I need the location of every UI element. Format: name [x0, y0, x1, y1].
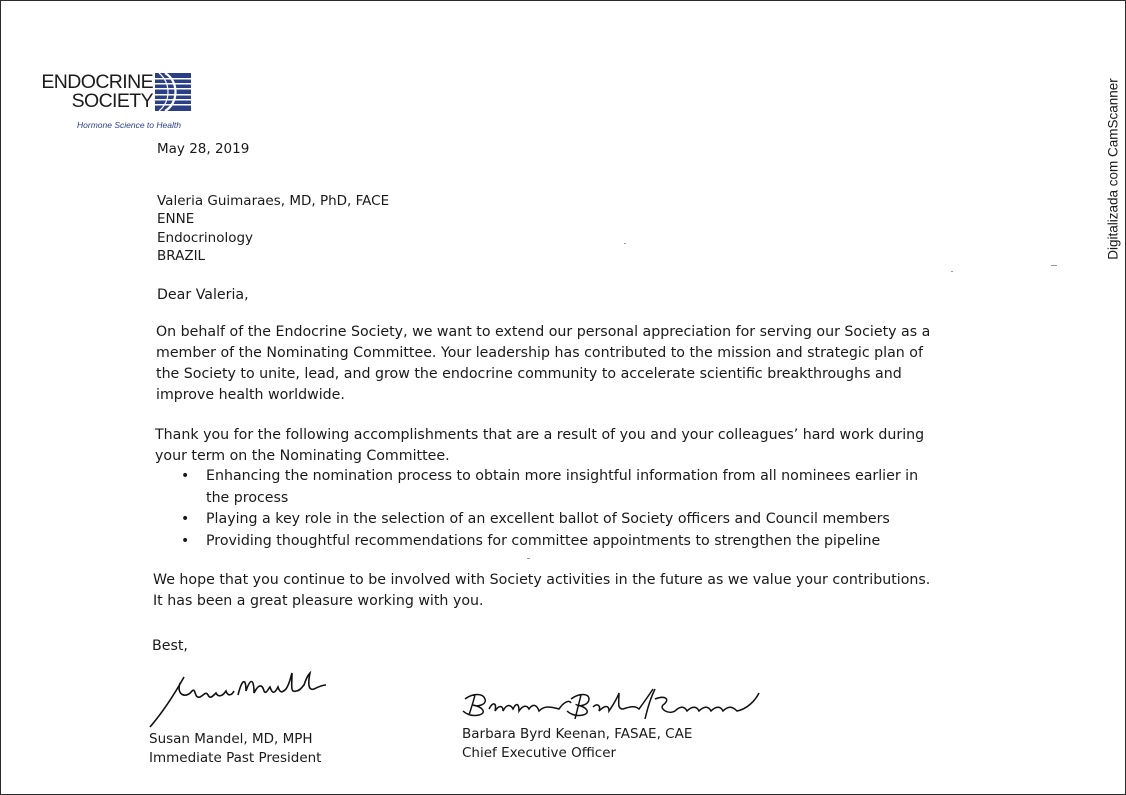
list-item-text-continued: the process — [206, 489, 289, 506]
endocrine-society-logo — [31, 71, 201, 135]
signer-2-title: Chief Executive Officer — [462, 745, 617, 761]
logo-tagline: Hormone Science to Health — [77, 120, 181, 130]
signer-2-name: Barbara Byrd Keenan, FASAE, CAE — [462, 726, 693, 742]
letter-date: May 28, 2019 — [157, 141, 250, 157]
recipient-name: Valeria Guimaraes, MD, PhD, FACE — [157, 193, 390, 209]
signer-1-title: Immediate Past President — [149, 750, 322, 766]
recipient-org: ENNE — [157, 211, 195, 227]
paragraph-line: We hope that you continue to be involved with Society activities in the future as we value your contributions. — [153, 572, 931, 588]
logo-emblem-icon — [155, 73, 191, 111]
signature-susan-mandel — [146, 669, 331, 731]
camscanner-watermark: Digitalizada com CamScanner — [1105, 78, 1121, 260]
list-item — [181, 531, 918, 553]
accomplishments-list — [181, 466, 918, 552]
recipient-department: Endocrinology — [157, 230, 254, 246]
list-item-text: Enhancing the nomination process to obtain more insightful information from all nominees earlier in — [206, 468, 919, 484]
bullet-icon: • — [181, 468, 190, 484]
bullet-icon: • — [181, 511, 190, 527]
logo-line-2: SOCIETY — [71, 90, 153, 112]
list-item — [181, 466, 918, 509]
scan-speck — [951, 271, 953, 272]
bullet-icon: • — [181, 532, 190, 549]
paragraph-thanks — [155, 425, 924, 467]
signer-1-name: Susan Mandel, MD, MPH — [149, 731, 313, 747]
paragraph-appreciation — [156, 322, 930, 406]
paragraph-closing — [153, 570, 930, 612]
paragraph-line: Thank you for the following accomplishments that are a result of you and your colleagues’ hard work during — [155, 427, 925, 443]
paragraph-line: It has been a great pleasure working with you. — [153, 593, 484, 609]
paragraph-line: the Society to unite, lead, and grow the endocrine community to accelerate scientific breakthroughs and — [156, 366, 902, 382]
salutation: Dear Valeria, — [157, 287, 249, 303]
scan-speck — [527, 558, 530, 559]
list-item-text: Providing thoughtful recommendations for committee appointments to strengthen the pipeline — [206, 532, 881, 549]
paragraph-line: improve health worldwide. — [156, 387, 345, 403]
paragraph-line: member of the Nominating Committee. Your leadership has contributed to the mission and strategic plan of — [156, 345, 923, 361]
scan-speck — [624, 243, 626, 244]
closing-word: Best, — [152, 638, 188, 654]
recipient-country: BRAZIL — [157, 248, 206, 264]
list-item — [181, 509, 918, 531]
logo-wordmark — [31, 73, 153, 111]
logo-line-1: ENDOCRINE — [41, 71, 153, 93]
paragraph-line: On behalf of the Endocrine Society, we want to extend our personal appreciation for serving our Society as a — [156, 324, 931, 340]
scan-speck — [1051, 265, 1057, 266]
signature-barbara-byrd-keenan — [459, 685, 764, 725]
list-item-text: Playing a key role in the selection of an excellent ballot of Society officers and Council members — [206, 511, 890, 527]
paragraph-line: your term on the Nominating Committee. — [155, 448, 450, 464]
